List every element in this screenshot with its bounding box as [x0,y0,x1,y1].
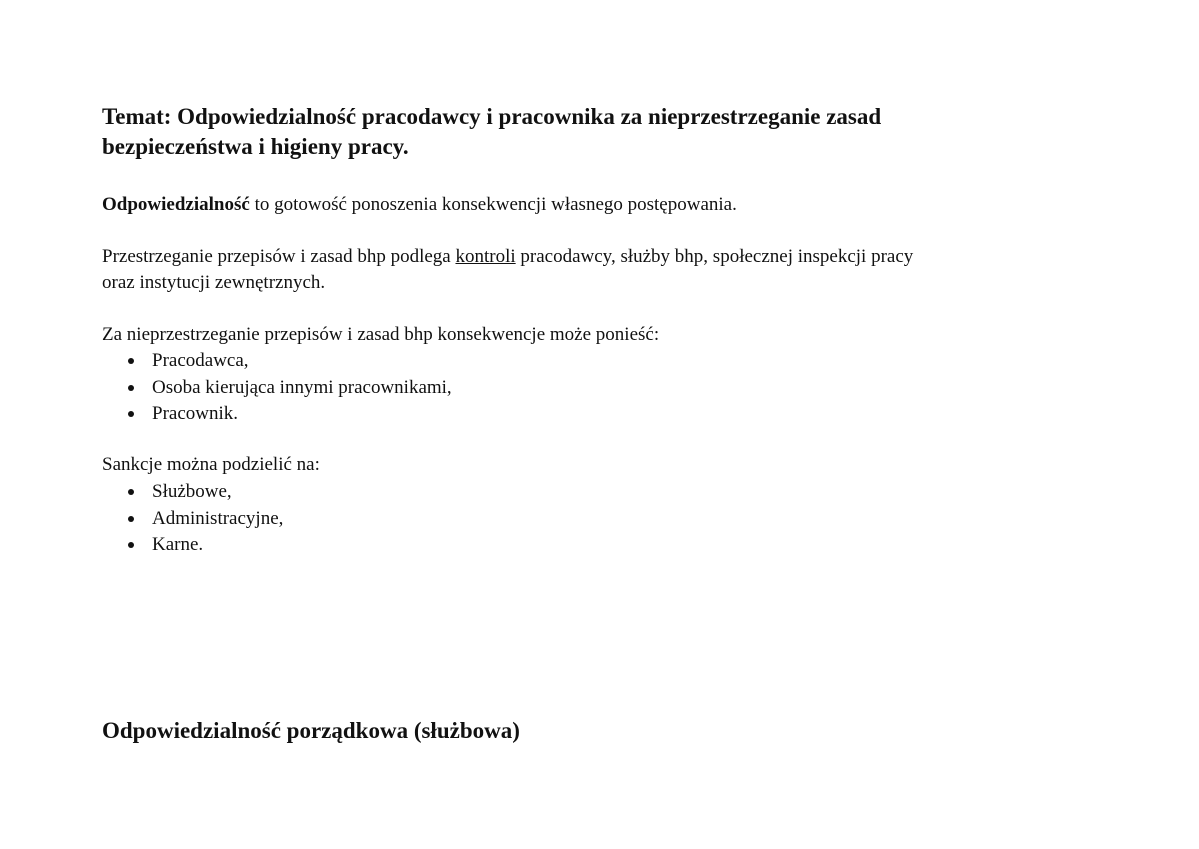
control-text-line-2: oraz instytucji zewnętrznych. [102,272,326,293]
list-item-employee: Pracownik. [126,401,452,428]
list-item-supervisor: Osoba kierująca innymi pracownikami, [126,375,452,402]
document-title-line-1: Temat: Odpowiedzialność pracodawcy i pracownika za nieprzestrzeganie zasad [102,104,882,129]
list-item-administrative: Administracyjne, [126,506,283,533]
consequences-list [126,348,452,428]
definition-paragraph [102,192,737,218]
control-text-after: pracodawcy, służby bhp, społecznej inspekcji pracy [515,246,914,267]
consequences-intro: Za nieprzestrzeganie przepisów i zasad bhp konsekwencje może ponieść: [102,324,660,345]
list-item-employer: Pracodawca, [126,348,452,375]
sanctions-intro: Sankcje można podzielić na: [102,454,320,475]
control-paragraph [102,244,1102,296]
control-underlined-term: kontroli [455,246,516,267]
sanctions-list [126,479,283,559]
document-title-line-2: bezpieczeństwa i higieny pracy. [102,134,409,159]
list-item-disciplinary: Służbowe, [126,479,283,506]
definition-term: Odpowiedzialność [102,194,250,215]
definition-text: to gotowość ponoszenia konsekwencji własnego postępowania. [249,194,737,215]
section-heading: Odpowiedzialność porządkowa (służbowa) [102,718,520,743]
document-title [102,102,1102,162]
list-item-criminal: Karne. [126,532,283,559]
control-text-before: Przestrzeganie przepisów i zasad bhp podlega [102,246,456,267]
